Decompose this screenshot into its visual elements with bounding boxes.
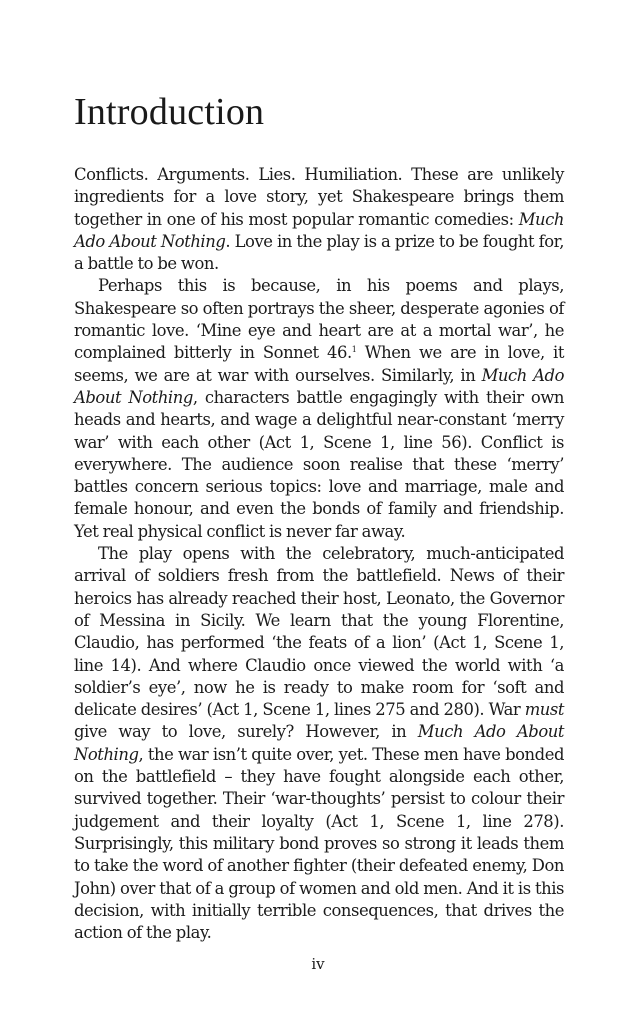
- text-run: Perhaps this is because, in his poems and plays, Shakespeare so often portrays the sheer, desperate agonies of romantic love. ‘Mine eye and heart are at a mortal war’, he complained bitterly in Sonnet 46.: [74, 276, 564, 363]
- text-run: The play opens with the celebratory, much-anticipated arrival of soldiers fresh from the battlefield. News of their heroics has already reached their host, Leonato, the Governor of Messina in Sicily. We learn that the young Florentine, Claudio, has performed ‘the feats of a lion’ (Act 1, Scene 1, line 14). And where Claudio once viewed the world with ‘a soldier’s eye’, now he is ready to make room for ‘soft and delicate desires’ (Act 1, Scene 1, lines 275 and 280). War: [74, 544, 564, 720]
- text-run: When we are in love, it seems, we are at war with ourselves. Similarly, in: [74, 343, 564, 385]
- italic-title: Much Ado About Nothing: [74, 365, 564, 407]
- text-run: give way to love, surely? However, in: [74, 722, 418, 742]
- paragraph-1: [74, 164, 564, 275]
- text-run: , the war isn’t quite over, yet. These men have bonded on the battlefield – they have fought alongside each other, survived together. Their ‘war-thoughts’ persist to colour their judgement and their loyalty (Act 1, Scene 1, line 278). Surprisingly, this military bond proves so strong it leads them to take the word of another fighter (their defeated enemy, Don John) over that of a group of women and old men. And it is this decision, with initially terrible consequences, that drives the action of the play.: [74, 744, 564, 943]
- footnote-marker: 1: [351, 345, 357, 355]
- text-run: , characters battle engagingly with their own heads and hearts, and wage a delightful near-constant ‘merry war’ with each other (Act 1, Scene 1, line 56). Conflict is everywhere. The audience soon realise that these ‘merry’ battles concern serious topics: love and marriage, male and female honour, and even the bonds of family and friendship. Yet real physical conflict is never far away.: [74, 387, 565, 541]
- italic-title: Much Ado About Nothing: [74, 209, 564, 251]
- paragraph-3: [74, 543, 564, 944]
- text-run: Conflicts. Arguments. Lies. Humiliation. These are unlikely ingredients for a love story, yet Shakespeare brings them together in one of his most popular romantic comedies:: [74, 165, 564, 229]
- page-number: iv: [311, 955, 325, 973]
- text-run: . Love in the play is a prize to be fought for, a battle to be won.: [74, 231, 565, 274]
- body-text: [74, 164, 564, 944]
- italic-title: must: [524, 700, 564, 720]
- paragraph-2: [74, 275, 564, 543]
- chapter-heading: Introduction: [74, 91, 265, 133]
- italic-title: Much Ado About Nothing: [74, 722, 565, 764]
